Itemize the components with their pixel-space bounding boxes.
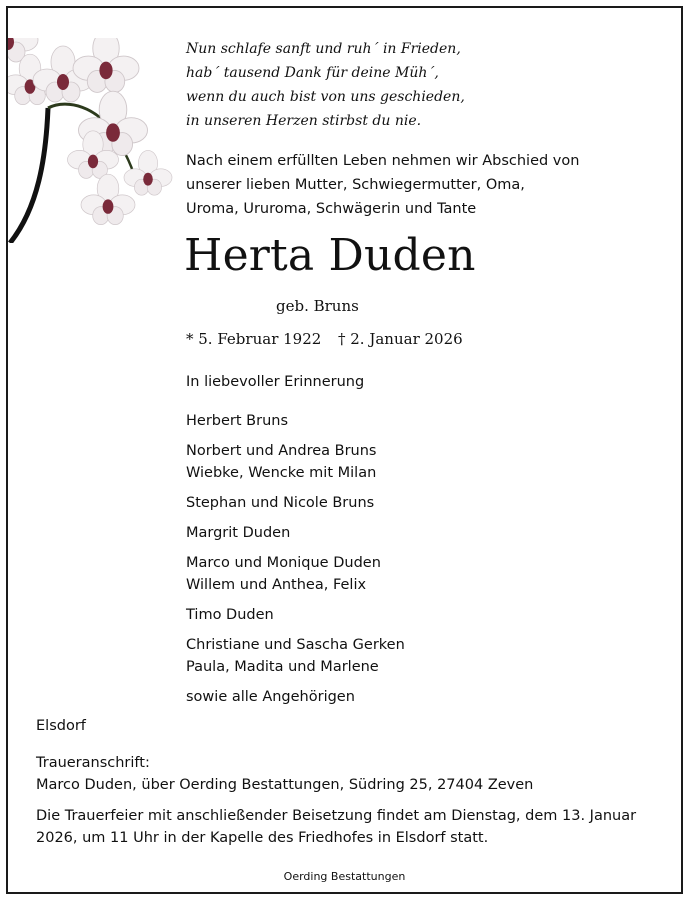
life-dates — [186, 330, 463, 348]
family-line: Christiane und Sascha Gerken — [186, 637, 405, 653]
family-group — [186, 552, 405, 596]
family-line: sowie alle Angehörigen — [186, 689, 355, 705]
family-line: Timo Duden — [186, 607, 274, 623]
family-line: Wiebke, Wencke mit Milan — [186, 465, 377, 481]
family-group — [186, 440, 405, 484]
intro-line: unserer lieben Mutter, Schwiegermutter, Oma, — [186, 177, 525, 193]
poem — [186, 37, 465, 133]
family-group — [186, 634, 405, 678]
family-line: Norbert und Andrea Bruns — [186, 443, 377, 459]
family-group — [186, 492, 405, 514]
poem-line: wenn du auch bist von uns geschieden, — [186, 89, 465, 105]
poem-line: in unseren Herzen stirbst du nie. — [186, 113, 422, 129]
deceased-name: Herta Duden — [184, 230, 476, 281]
orchid-image — [8, 38, 173, 243]
mourning-address — [36, 752, 533, 796]
funeral-home-footer: Oerding Bestattungen — [283, 870, 406, 883]
intro-text — [186, 149, 579, 221]
address-label: Traueranschrift: — [36, 755, 150, 771]
family-group — [186, 604, 405, 626]
address-text: Marco Duden, über Oerding Bestattungen, Südring 25, 27404 Zeven — [36, 777, 534, 793]
death-date: † 2. Januar 2026 — [338, 330, 463, 348]
family-group — [186, 522, 405, 544]
birth-date: * 5. Februar 1922 — [186, 330, 322, 348]
poem-line: Nun schlafe sanft und ruh´ in Frieden, — [186, 41, 461, 57]
service-info: Die Trauerfeier mit anschließender Beisetzung findet am Dienstag, dem 13. Januar 2026, um 11 Uhr in der Kapelle des Friedhofes in Elsdorf statt. — [36, 808, 637, 846]
family-line: Stephan und Nicole Bruns — [186, 495, 375, 511]
family-list — [186, 410, 405, 716]
intro-line: Uroma, Ururoma, Schwägerin und Tante — [186, 201, 477, 217]
place: Elsdorf — [36, 718, 86, 734]
memory-line: In liebevoller Erinnerung — [186, 374, 365, 390]
family-line: Marco und Monique Duden — [186, 555, 381, 571]
family-line: Margrit Duden — [186, 525, 291, 541]
family-line: Paula, Madita und Marlene — [186, 659, 379, 675]
family-group — [186, 410, 405, 432]
intro-line: Nach einem erfüllten Leben nehmen wir Abschied von — [186, 153, 580, 169]
family-group — [186, 686, 405, 708]
family-line: Herbert Bruns — [186, 413, 289, 429]
poem-line: hab´ tausend Dank für deine Müh´, — [186, 65, 439, 81]
family-line: Willem und Anthea, Felix — [186, 577, 367, 593]
maiden-name: geb. Bruns — [276, 297, 359, 315]
